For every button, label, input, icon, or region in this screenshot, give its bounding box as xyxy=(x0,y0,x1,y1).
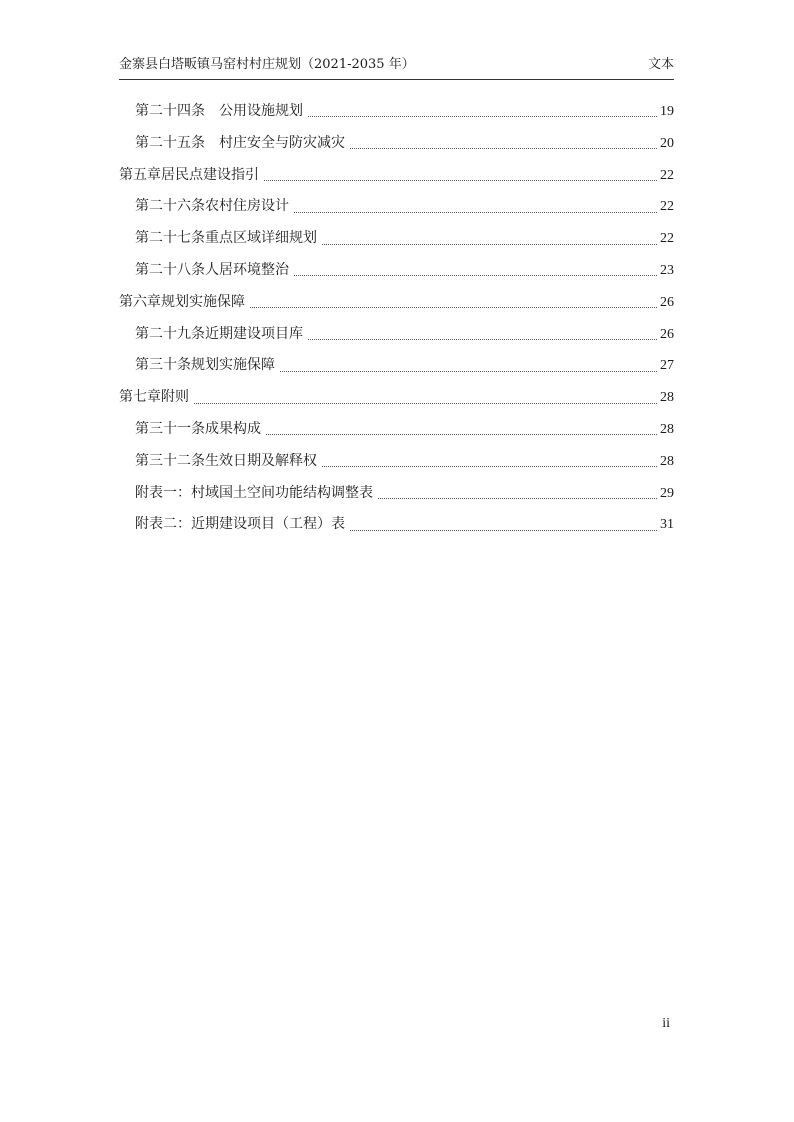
toc-entry-title: 第二十五条 村庄安全与防灾减灾 xyxy=(135,134,345,151)
toc-entry-page-number: 27 xyxy=(660,358,674,374)
toc-chapter-entry[interactable] xyxy=(119,382,674,414)
toc-chapter-entry[interactable] xyxy=(119,160,674,192)
toc-dot-leader xyxy=(308,339,657,340)
toc-article-entry[interactable] xyxy=(119,446,674,478)
toc-entry-title: 第三十条规划实施保障 xyxy=(135,357,275,374)
toc-entry-page-number: 28 xyxy=(660,390,674,406)
page-number: ii xyxy=(662,1016,670,1031)
toc-entry-page-number: 31 xyxy=(660,517,674,533)
toc-entry-title: 第三十二条生效日期及解释权 xyxy=(135,452,317,469)
toc-entry-page-number: 29 xyxy=(660,485,674,501)
table-of-contents xyxy=(119,96,674,541)
toc-dot-leader xyxy=(294,212,657,213)
toc-article-entry[interactable] xyxy=(119,478,674,510)
toc-entry-title: 附表二：近期建设项目（工程）表 xyxy=(135,516,345,533)
toc-dot-leader xyxy=(322,244,657,245)
toc-dot-leader xyxy=(194,403,657,404)
toc-article-entry[interactable] xyxy=(119,128,674,160)
toc-entry-page-number: 22 xyxy=(660,167,674,183)
toc-dot-leader xyxy=(308,116,657,117)
toc-entry-title: 第二十九条近期建设项目库 xyxy=(135,325,303,342)
toc-dot-leader xyxy=(266,434,657,435)
toc-entry-page-number: 26 xyxy=(660,326,674,342)
toc-article-entry[interactable] xyxy=(119,255,674,287)
toc-article-entry[interactable] xyxy=(119,509,674,541)
document-title: 金寨县白塔畈镇马窑村村庄规划（2021-2035 年） xyxy=(119,57,415,72)
toc-entry-page-number: 28 xyxy=(660,453,674,469)
toc-entry-page-number: 19 xyxy=(660,104,674,119)
toc-entry-title: 第二十八条人居环境整治 xyxy=(135,261,289,278)
toc-dot-leader xyxy=(378,498,657,499)
toc-entry-page-number: 23 xyxy=(660,262,674,278)
toc-entry-page-number: 22 xyxy=(660,231,674,247)
toc-article-entry[interactable] xyxy=(119,319,674,351)
toc-entry-title: 第七章附则 xyxy=(119,389,189,406)
toc-dot-leader xyxy=(264,180,657,181)
toc-entry-title: 附表一：村域国土空间功能结构调整表 xyxy=(135,484,373,501)
toc-article-entry[interactable] xyxy=(119,96,674,128)
toc-article-entry[interactable] xyxy=(119,191,674,223)
toc-entry-page-number: 28 xyxy=(660,421,674,437)
toc-entry-title: 第二十七条重点区域详细规划 xyxy=(135,230,317,247)
header-divider xyxy=(119,79,674,80)
toc-entry-title: 第二十四条 公用设施规划 xyxy=(135,103,303,119)
toc-entry-title: 第二十六条农村住房设计 xyxy=(135,198,289,215)
toc-entry-title: 第三十一条成果构成 xyxy=(135,420,261,437)
page-header xyxy=(119,56,674,74)
toc-dot-leader xyxy=(350,148,657,149)
toc-dot-leader xyxy=(280,371,657,372)
toc-dot-leader xyxy=(350,530,657,531)
toc-article-entry[interactable] xyxy=(119,414,674,446)
toc-entry-page-number: 26 xyxy=(660,294,674,310)
toc-dot-leader xyxy=(294,275,657,276)
toc-chapter-entry[interactable] xyxy=(119,287,674,319)
toc-entry-page-number: 20 xyxy=(660,135,674,151)
toc-article-entry[interactable] xyxy=(119,350,674,382)
toc-dot-leader xyxy=(322,466,657,467)
document-type-label: 文本 xyxy=(647,57,674,72)
toc-entry-title: 第五章居民点建设指引 xyxy=(119,166,259,183)
toc-article-entry[interactable] xyxy=(119,223,674,255)
toc-entry-page-number: 22 xyxy=(660,199,674,215)
toc-entry-title: 第六章规划实施保障 xyxy=(119,293,245,310)
toc-dot-leader xyxy=(250,307,657,308)
